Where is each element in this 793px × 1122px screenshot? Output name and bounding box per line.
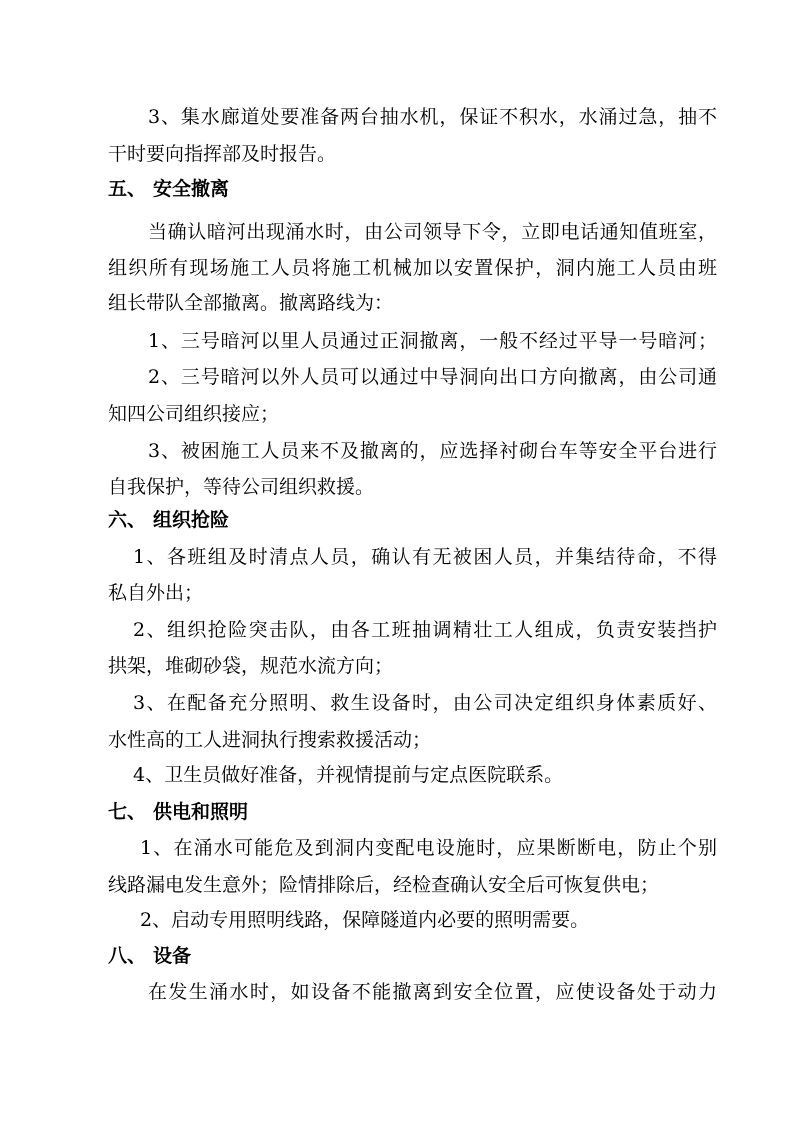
- heading-number: 八、: [108, 945, 147, 967]
- heading-title: 组织抢险: [153, 509, 230, 531]
- paragraph-line: 2、三号暗河以外人员可以通过中导洞向出口方向撤离，由公司通: [148, 366, 717, 388]
- paragraph-line: 私自外出；: [108, 582, 204, 604]
- paragraph-line: 拱架，堆砌砂袋，规范水流方向；: [108, 655, 394, 677]
- paragraph-line: 2、启动专用照明线路，保障隧道内必要的照明需要。: [140, 909, 590, 931]
- heading-number: 七、: [108, 801, 147, 823]
- paragraph-line: 3、被困施工人员来不及撤离的，应选择衬砌台车等安全平台进行: [148, 440, 717, 462]
- section-heading-5: [108, 171, 717, 207]
- paragraph-line: 知四公司组织接应；: [108, 403, 280, 425]
- paragraph-line: 线路漏电发生意外；险情排除后，经检查确认安全后可恢复供电；: [108, 874, 660, 896]
- paragraph-line: 干时要向指挥部及时报告。: [108, 143, 337, 165]
- paragraph-line: 组织所有现场施工人员将施工机械加以安置保护，洞内施工人员由班: [108, 257, 717, 279]
- paragraph-line: 在发生涌水时，如设备不能撤离到安全位置，应使设备处于动力: [148, 981, 717, 1003]
- paragraph-line: 组长带队全部撤离。撤离路线为：: [108, 292, 394, 314]
- section-heading-6: [108, 502, 717, 538]
- heading-title: 供电和照明: [153, 801, 249, 823]
- paragraph-line: 3、集水廊道处要准备两台抽水机，保证不积水，水涌过急，抽不: [148, 106, 717, 128]
- paragraph-line: 自我保护，等待公司组织救援。: [108, 476, 375, 498]
- heading-number: 六、: [108, 509, 147, 531]
- paragraph-line: 4、卫生员做好准备，并视情提前与定点医院联系。: [133, 764, 564, 786]
- heading-number: 五、: [108, 178, 147, 200]
- heading-title: 设备: [153, 945, 192, 967]
- paragraph-line: 2、组织抢险突击队，由各工班抽调精壮工人组成，负责安装挡护: [133, 619, 717, 641]
- paragraph-line: 水性高的工人进洞执行搜索救援活动；: [108, 729, 432, 751]
- paragraph-line: 当确认暗河出现涌水时，由公司领导下令，立即电话通知值班室，: [148, 221, 717, 243]
- paragraph-line: 3、在配备充分照明、救生设备时，由公司决定组织身体素质好、: [133, 692, 717, 714]
- heading-title: 安全撤离: [153, 178, 230, 200]
- paragraph-line: 1、三号暗河以里人员通过正洞撤离，一般不经过平导一号暗河；: [148, 330, 717, 352]
- section-heading-7: [108, 794, 717, 830]
- section-heading-8: [108, 938, 717, 974]
- paragraph-line: 1、在涌水可能危及到洞内变配电设施时，应果断断电，防止个别: [140, 837, 717, 859]
- paragraph-line: 1、各班组及时清点人员，确认有无被困人员，并集结待命，不得: [133, 546, 717, 568]
